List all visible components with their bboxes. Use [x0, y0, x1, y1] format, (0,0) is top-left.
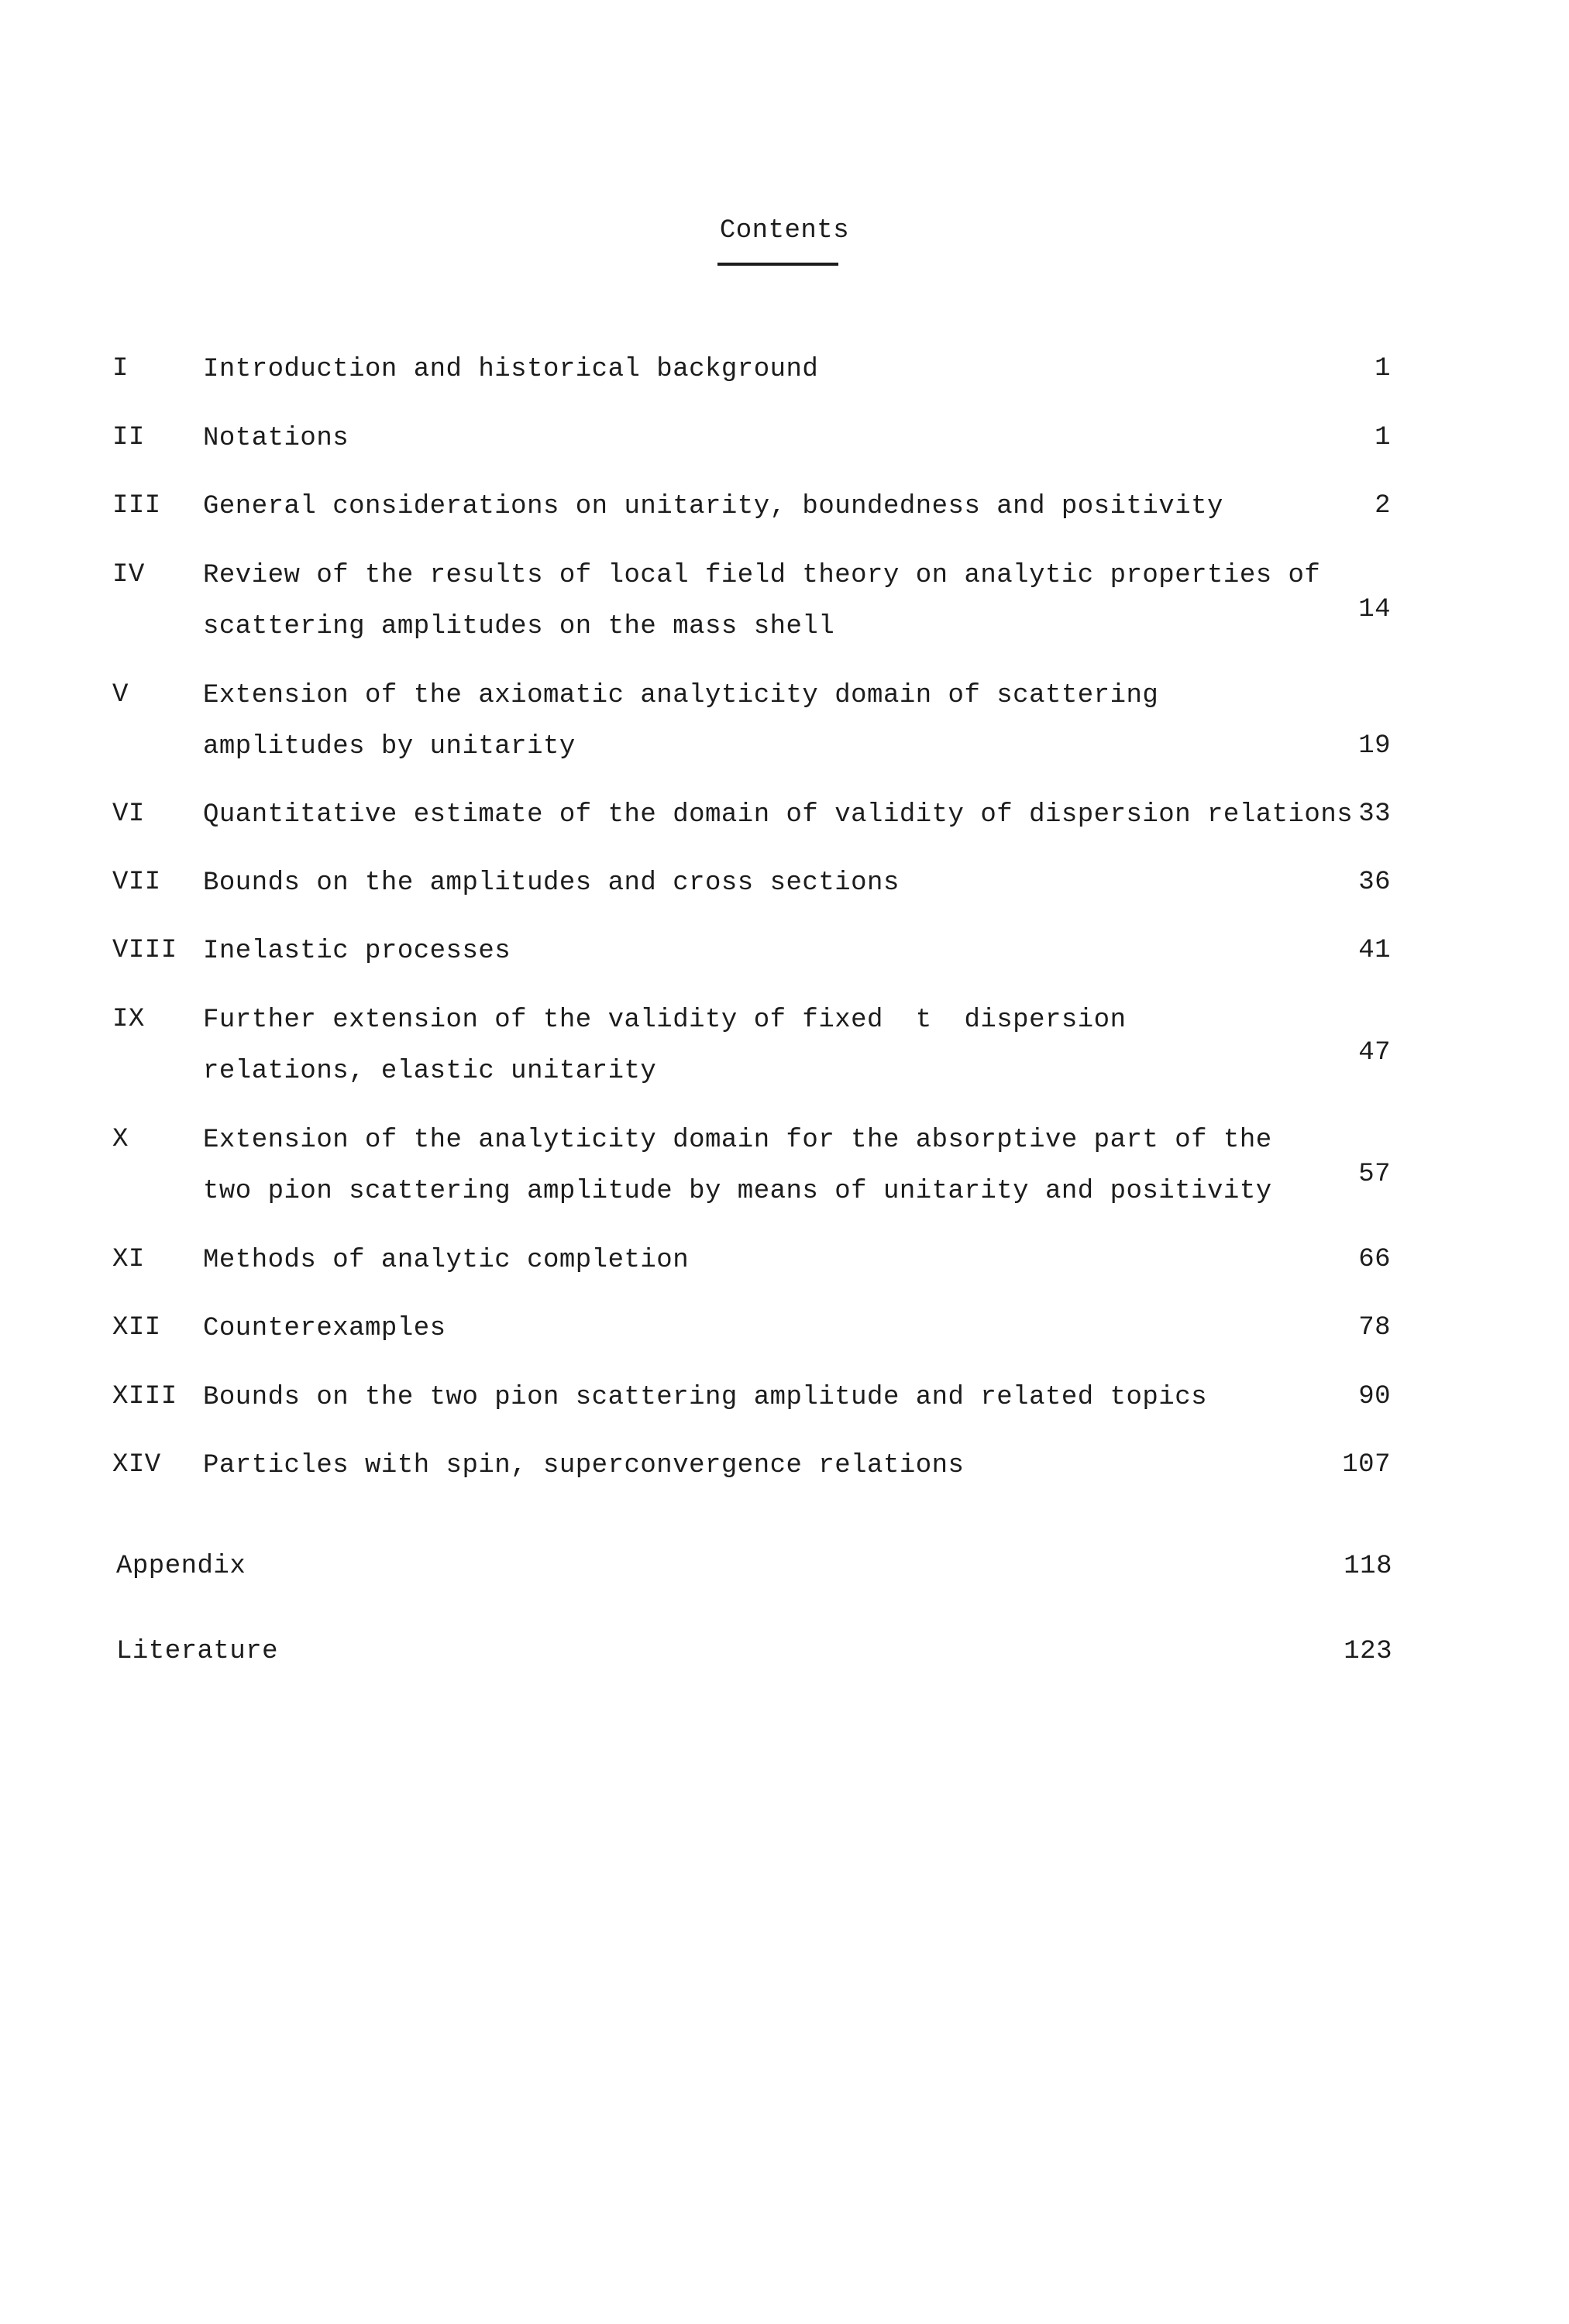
chapter-title [203, 1005, 1365, 1107]
page-number: 33 [1358, 799, 1391, 829]
page-number: 36 [1358, 868, 1391, 897]
chapter-title-line: Extension of the analyticity domain for the absorptive part of the [203, 1126, 1272, 1155]
page-number: 14 [1358, 595, 1391, 624]
chapter-title [203, 1125, 1365, 1227]
chapter-number: XIV [112, 1450, 161, 1480]
chapter-title-line: Inelastic processes [203, 937, 511, 966]
chapter-number: III [112, 491, 161, 521]
chapter-title [203, 491, 1365, 542]
chapter-title [203, 354, 1365, 405]
chapter-title-line: scattering amplitudes on the mass shell [203, 612, 835, 641]
chapter-title-line: two pion scattering amplitude by means of unitarity and positivity [203, 1177, 1272, 1206]
chapter-title-line: Methods of analytic completion [203, 1246, 690, 1275]
chapter-number: VII [112, 868, 161, 897]
chapter-title [203, 868, 1365, 919]
chapter-title-line: Particles with spin, superconvergence relations [203, 1451, 965, 1480]
page-number: 90 [1358, 1382, 1391, 1411]
chapter-title [203, 423, 1365, 474]
chapter-title-line: Notations [203, 424, 349, 453]
page-number: 57 [1358, 1160, 1391, 1189]
page-number: 47 [1358, 1038, 1391, 1067]
chapter-title-line: relations, elastic unitarity [203, 1057, 657, 1086]
page-number: 41 [1358, 936, 1391, 965]
page-number: 1 [1375, 423, 1391, 452]
page-number: 107 [1342, 1450, 1391, 1480]
chapter-title-line: Extension of the axiomatic analyticity domain of scattering [203, 681, 1159, 710]
chapter-title-line: amplitudes by unitarity [203, 732, 576, 761]
chapter-title-line: General considerations on unitarity, boundedness and positivity [203, 492, 1223, 521]
chapter-number: IV [112, 560, 145, 590]
page-number: 1 [1375, 354, 1391, 383]
title-underline [717, 263, 838, 266]
chapter-number: XI [112, 1245, 145, 1274]
chapter-number: VI [112, 799, 145, 829]
chapter-title [203, 560, 1365, 662]
chapter-number: IX [112, 1005, 145, 1034]
chapter-title-line: Quantitative estimate of the domain of validity of dispersion relations [203, 800, 1354, 830]
chapter-title [203, 680, 1365, 782]
chapter-title [203, 1450, 1365, 1501]
chapter-number: I [112, 354, 129, 383]
page-number: 78 [1358, 1313, 1391, 1342]
chapter-title [203, 936, 1365, 987]
chapter-title [203, 799, 1365, 851]
page-title: Contents [719, 216, 850, 246]
chapter-number: XII [112, 1313, 161, 1342]
chapter-title-line: Bounds on the amplitudes and cross sections [203, 868, 900, 898]
chapter-number: VIII [112, 936, 177, 965]
chapter-title-line: Introduction and historical background [203, 355, 819, 384]
chapter-number: V [112, 680, 129, 710]
chapter-title [203, 1382, 1365, 1433]
page-number: 2 [1375, 491, 1391, 521]
appendix-page-number: 118 [1344, 1552, 1392, 1581]
page-number: 66 [1358, 1245, 1391, 1274]
chapter-number: II [112, 423, 145, 452]
literature-page-number: 123 [1344, 1637, 1392, 1666]
page-number: 19 [1358, 731, 1391, 761]
chapter-title-line: Further extension of the validity of fixed t dispersion [203, 1006, 1127, 1035]
chapter-title-line: Counterexamples [203, 1314, 446, 1343]
chapter-number: XIII [112, 1382, 177, 1411]
chapter-title-line: Bounds on the two pion scattering amplitude and related topics [203, 1383, 1208, 1412]
chapter-title-line: Review of the results of local field theory on analytic properties of [203, 561, 1321, 590]
literature-label: Literature [116, 1637, 279, 1666]
appendix-label: Appendix [116, 1552, 246, 1581]
chapter-title [203, 1313, 1365, 1364]
chapter-number: X [112, 1125, 129, 1154]
chapter-title [203, 1245, 1365, 1296]
